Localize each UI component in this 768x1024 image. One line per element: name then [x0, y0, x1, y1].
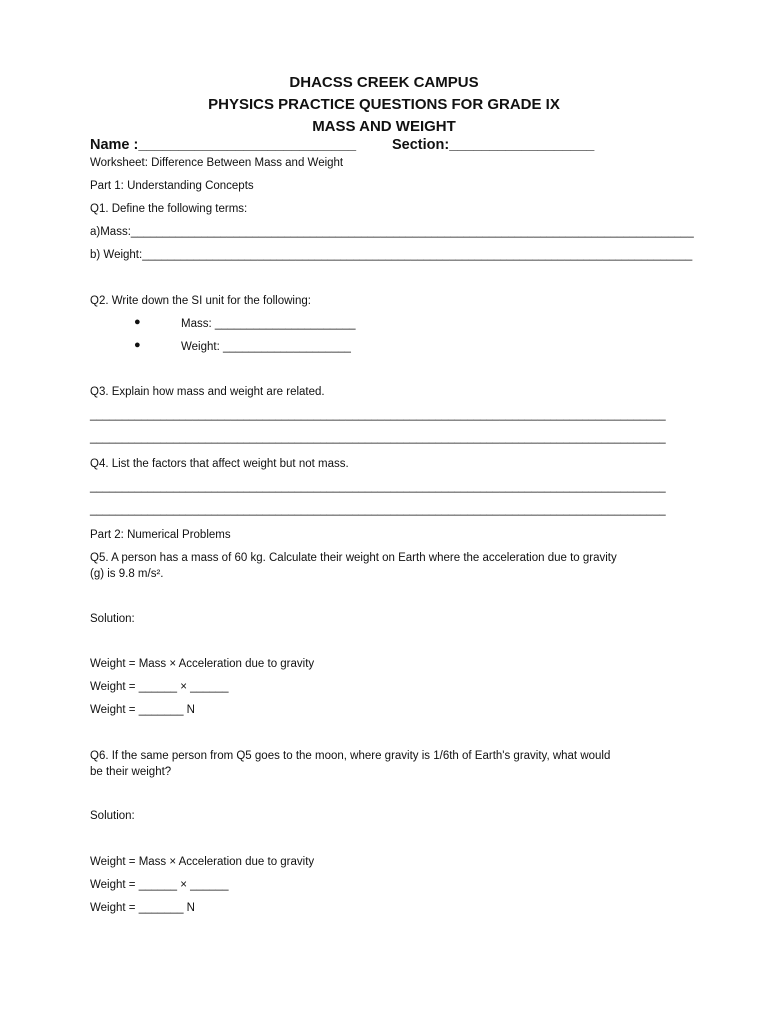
q5-result: Weight = _______ N	[90, 704, 195, 716]
q6-formula: Weight = Mass × Acceleration due to gravity	[90, 856, 315, 868]
q6-text: Q6. If the same person from Q5 goes to the moon, where gravity is 1/6th of Earth's gravity, what would	[90, 750, 611, 762]
q2-mass-item: Mass: ______________________	[181, 318, 356, 330]
section-field: Section:__________________	[392, 137, 595, 153]
bullet-icon: ●	[134, 339, 141, 351]
bullet-icon: ●	[134, 316, 141, 328]
q1-text: Q1. Define the following terms:	[90, 203, 248, 215]
q5-text-cont: (g) is 9.8 m/s².	[90, 568, 164, 580]
topic-title: MASS AND WEIGHT	[312, 118, 456, 135]
q1b-weight-line: b) Weight:______________________________________________________________________________________	[90, 249, 693, 261]
q6-text-cont: be their weight?	[90, 766, 172, 778]
q2-weight-item: Weight: ____________________	[181, 341, 351, 353]
part1-heading: Part 1: Understanding Concepts	[90, 180, 254, 192]
q4-answer-line: __________________________________________________________________________________________	[90, 481, 666, 493]
q3-answer-line: __________________________________________________________________________________________	[90, 432, 666, 444]
q5-formula: Weight = Mass × Acceleration due to gravity	[90, 658, 315, 670]
school-title: DHACSS CREEK CAMPUS	[289, 74, 479, 91]
q5-text: Q5. A person has a mass of 60 kg. Calculate their weight on Earth where the acceleration due to gravity	[90, 552, 617, 564]
q3-answer-line: __________________________________________________________________________________________	[90, 409, 666, 421]
worksheet-heading: Worksheet: Difference Between Mass and Weight	[90, 157, 344, 169]
q4-answer-line: __________________________________________________________________________________________	[90, 504, 666, 516]
q2-text: Q2. Write down the SI unit for the following:	[90, 295, 311, 307]
part2-heading: Part 2: Numerical Problems	[90, 529, 231, 541]
q1a-mass-line: a)Mass:________________________________________________________________________________________	[90, 226, 694, 238]
q6-step: Weight = ______ × ______	[90, 879, 229, 891]
q6-solution-label: Solution:	[90, 810, 135, 822]
name-field: Name :___________________________	[90, 137, 357, 153]
q6-result: Weight = _______ N	[90, 902, 195, 914]
q5-solution-label: Solution:	[90, 613, 135, 625]
q3-text: Q3. Explain how mass and weight are related.	[90, 386, 325, 398]
q5-step: Weight = ______ × ______	[90, 681, 229, 693]
q4-text: Q4. List the factors that affect weight but not mass.	[90, 458, 349, 470]
worksheet-subtitle: PHYSICS PRACTICE QUESTIONS FOR GRADE IX	[208, 96, 560, 113]
